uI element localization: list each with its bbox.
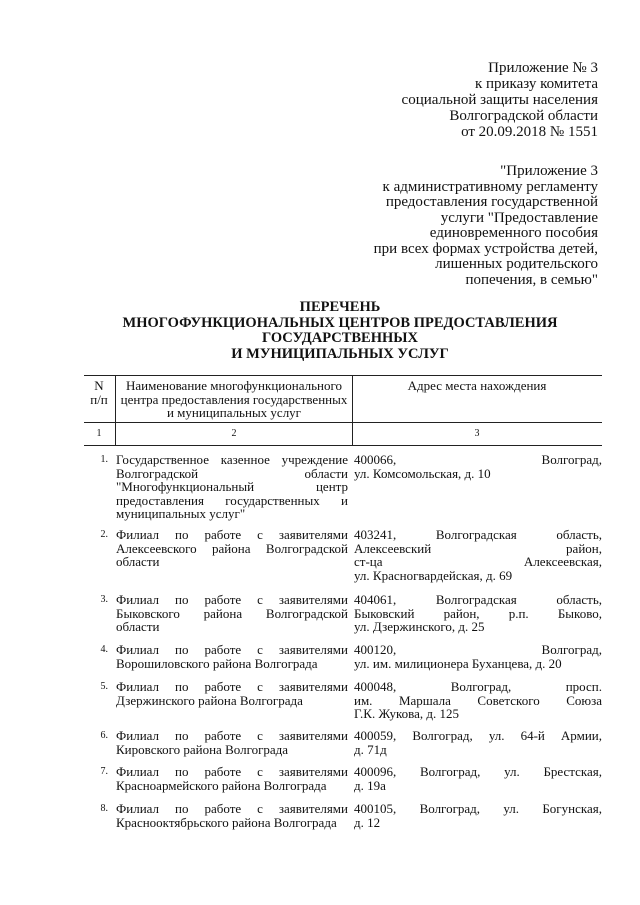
regulation-header-line: предоставления государственной: [385, 194, 598, 210]
mfc-address-line: ул. Комсомольская, д. 10: [354, 465, 491, 481]
column-number: 1: [96, 428, 102, 439]
document-title: [120, 300, 560, 362]
mfc-name-line: Краснооктябрьского района Волгограда: [116, 814, 337, 830]
regulation-header-line: "Приложение 3: [500, 163, 598, 179]
table-header-row: [84, 375, 602, 423]
column-number: 3: [474, 428, 480, 439]
mfc-name: [116, 643, 348, 670]
mfc-address-line: 400105, Волгоград, ул. Богунская,: [354, 801, 602, 816]
title-line: ПЕРЕЧЕНЬ: [299, 299, 381, 315]
mfc-name-line: Ворошиловского района Волгограда: [116, 655, 318, 671]
regulation-header-line: при всех формах устройства детей,: [373, 240, 598, 257]
row-number: 8.: [100, 803, 108, 814]
mfc-name-line: "Многофункциональный центр: [116, 479, 348, 494]
regulation-header-line: лишенных родительского: [435, 256, 598, 272]
mfc-address: [354, 729, 602, 756]
mfc-name-line: Филиал по работе с заявителями: [116, 679, 348, 694]
order-header-line: Волгоградской области: [449, 108, 598, 124]
regulation-appendix-header: [330, 164, 598, 288]
mfc-address-line: 404061, Волгоградская область,: [354, 592, 602, 607]
row-number: 5.: [100, 681, 108, 692]
mfc-address: [354, 528, 602, 582]
mfc-name-line: Быковского района Волгоградской: [116, 605, 348, 621]
mfc-address-line: ул. им. милиционера Буханцева, д. 20: [354, 655, 562, 671]
regulation-header-line: услуги "Предоставление: [440, 209, 598, 226]
mfc-address-line: д. 71д: [354, 741, 387, 757]
mfc-name-line: Филиал по работе с заявителями: [116, 527, 348, 542]
mfc-address-line: 400066, Волгоград,: [354, 452, 602, 467]
mfc-name-line: Филиал по работе с заявителями: [116, 801, 348, 816]
mfc-address: [354, 643, 602, 670]
mfc-address-line: 400096, Волгоград, ул. Брестская,: [354, 764, 602, 779]
mfc-address-line: 400120, Волгоград,: [354, 642, 602, 657]
mfc-address-line: 400048, Волгоград, просп.: [354, 679, 602, 694]
regulation-header-line: попечения, в семью": [465, 271, 598, 288]
mfc-address: [354, 453, 602, 480]
order-header-line: Приложение № 3: [488, 60, 598, 76]
column-header-name: Наименование многофункционального центра предоставления государственных и муниципальных услуг: [115, 376, 353, 422]
mfc-name: [116, 765, 348, 792]
mfc-name-line: Красноармейского района Волгограда: [116, 777, 327, 793]
row-number: 3.: [100, 594, 108, 605]
mfc-name: [116, 453, 348, 521]
column-header-address: Адрес места нахождения: [407, 378, 547, 393]
mfc-address-line: Быковский район, р.п. Быково,: [354, 605, 602, 621]
row-number: 2.: [100, 529, 108, 540]
title-line: МНОГОФУНКЦИОНАЛЬНЫХ ЦЕНТРОВ ПРЕДОСТАВЛЕНИЯ: [122, 314, 558, 331]
mfc-name-line: Алексеевского района Волгоградской: [116, 540, 348, 556]
mfc-name-line: Филиал по работе с заявителями: [116, 642, 348, 657]
regulation-header-line: к административному регламенту: [382, 178, 598, 195]
mfc-address: [354, 593, 602, 634]
column-numbers-row: [84, 423, 602, 446]
row-number: 1.: [100, 454, 108, 465]
mfc-name: [116, 729, 348, 756]
order-header-line: социальной защиты населения: [401, 92, 598, 108]
mfc-address-line: ст-ца Алексеевская,: [354, 554, 602, 569]
mfc-address-line: им. Маршала Советского Союза: [354, 692, 602, 708]
mfc-name-line: области: [116, 619, 160, 634]
mfc-name: [116, 802, 348, 829]
row-number: 7.: [100, 766, 108, 777]
mfc-name-line: области: [116, 554, 160, 569]
mfc-name: [116, 680, 348, 707]
column-number: 2: [115, 423, 353, 445]
mfc-address-line: Г.К. Жукова, д. 125: [354, 706, 459, 721]
regulation-header-line: единовременного пособия: [429, 225, 598, 241]
row-number: 6.: [100, 730, 108, 741]
mfc-name-line: Государственное казенное учреждение: [116, 452, 348, 467]
mfc-address-line: 403241, Волгоградская область,: [354, 527, 602, 542]
mfc-name-line: Филиал по работе с заявителями: [116, 592, 348, 607]
mfc-name-line: Волгоградской области: [116, 465, 348, 481]
mfc-name-line: муниципальных услуг": [116, 506, 246, 521]
mfc-name-line: Кировского района Волгограда: [116, 741, 289, 757]
title-line: И МУНИЦИПАЛЬНЫХ УСЛУГ: [231, 345, 449, 362]
mfc-name: [116, 528, 348, 569]
title-line: ГОСУДАРСТВЕННЫХ: [261, 330, 418, 346]
row-number: 4.: [100, 644, 108, 655]
mfc-name-line: предоставления государственных и: [116, 492, 348, 508]
mfc-name-line: Филиал по работе с заявителями: [116, 764, 348, 779]
mfc-name-line: Филиал по работе с заявителями: [116, 728, 348, 743]
column-header-number: N п/п: [90, 378, 108, 407]
mfc-table: [84, 375, 602, 830]
order-header-line: от 20.09.2018 № 1551: [461, 124, 598, 140]
mfc-address-line: д. 19а: [354, 777, 386, 793]
mfc-address-line: 400059, Волгоград, ул. 64-й Армии,: [354, 728, 602, 743]
order-appendix-header: [330, 60, 598, 140]
mfc-address: [354, 680, 602, 721]
mfc-address-line: ул. Дзержинского, д. 25: [354, 619, 485, 634]
mfc-address-line: д. 12: [354, 814, 381, 830]
mfc-address: [354, 802, 602, 829]
mfc-address-line: Алексеевский район,: [354, 540, 602, 556]
mfc-name: [116, 593, 348, 634]
mfc-address-line: ул. Красногвардейская, д. 69: [354, 567, 513, 583]
order-header-line: к приказу комитета: [474, 76, 598, 92]
mfc-name-line: Дзержинского района Волгограда: [116, 692, 303, 708]
mfc-address: [354, 765, 602, 792]
